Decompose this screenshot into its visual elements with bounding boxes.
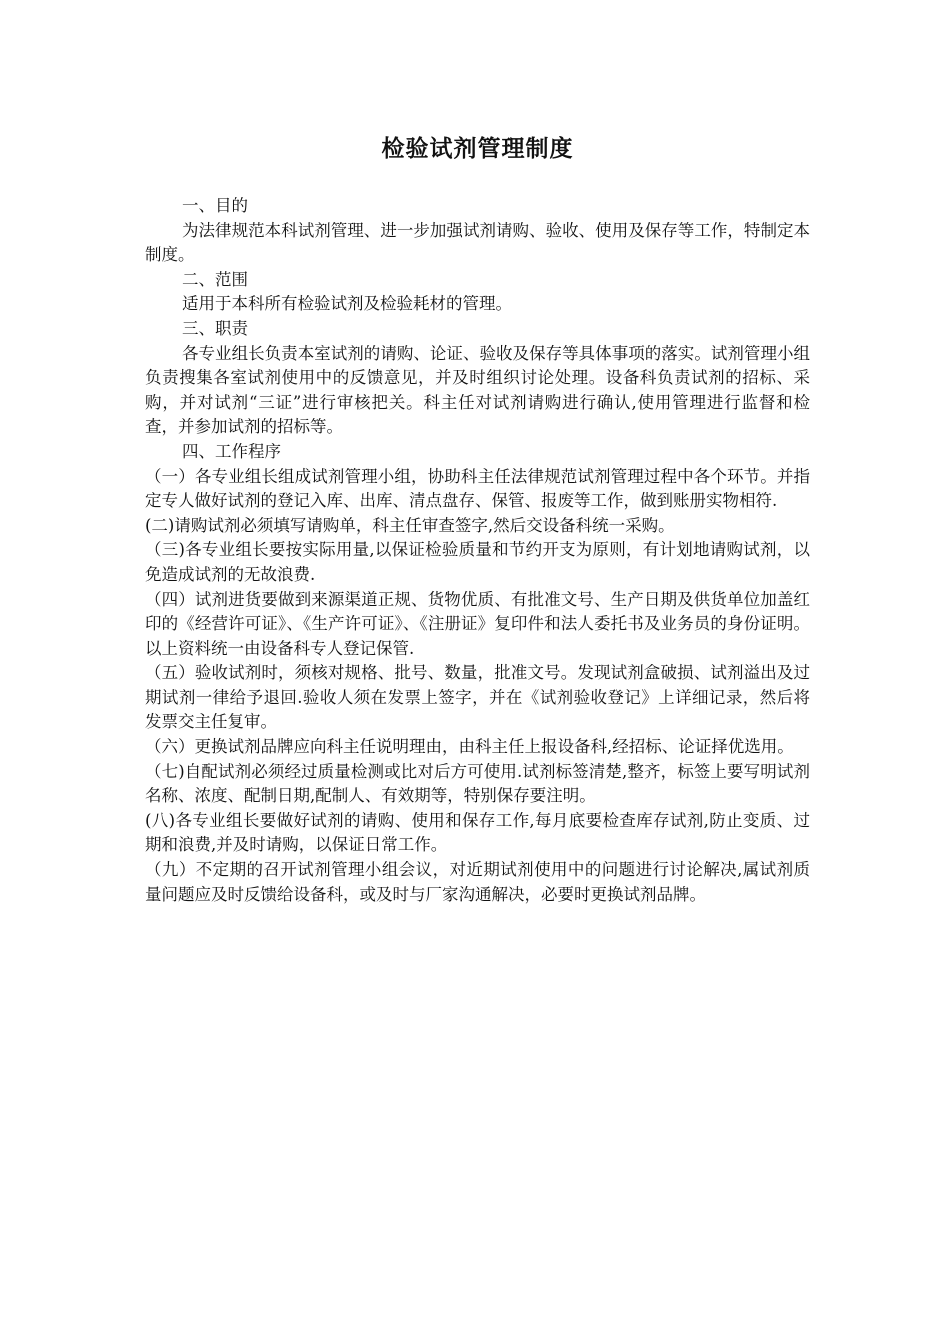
procedure-item-5: （五）验收试剂时，须核对规格、批号、数量，批准文号。发现试剂盒破损、试剂溢出及过期试剂一律给予退回.验收人须在发票上签字，并在《试剂验收登记》上详细记录，然后将发票交主任复审。 [145,663,810,732]
section-heading-purpose: 一、目的 [182,196,248,215]
document-page [145,132,810,907]
procedure-item-3: （三)各专业组长要按实际用量,以保证检验质量和节约开支为原则，有计划地请购试剂，以免造成试剂的无故浪费. [145,540,810,584]
section-heading-scope: 二、范围 [182,269,248,289]
section-heading-procedure: 四、工作程序 [182,441,281,461]
paragraph-purpose: 为法律规范本科试剂管理、进一步加强试剂请购、验收、使用及保存等工作，特制定本制度。 [145,220,810,265]
document-body [145,194,810,907]
procedure-item-2: (二)请购试剂必须填写请购单，科主任审查签字,然后交设备科统一采购。 [145,515,675,535]
procedure-item-1: （一）各专业组长组成试剂管理小组，协助科主任法律规范试剂管理过程中各个环节。并指定专人做好试剂的登记入库、出库、清点盘存、保管、报废等工作，做到账册实物相符. [145,466,810,511]
procedure-item-8: (八)各专业组长要做好试剂的请购、使用和保存工作,每月底要检查库存试剂,防止变质、过期和浪费,并及时请购，以保证日常工作。 [145,810,810,855]
procedure-item-4: （四）试剂进货要做到来源渠道正规、货物优质、有批准文号、生产日期及供货单位加盖红印的《经营许可证》、《生产许可证》、《注册证》复印件和法人委托书及业务员的身份证明。以上资料统一由设备科专人登记保管. [145,589,810,658]
document-title: 检验试剂管理制度 [381,136,574,162]
procedure-item-9: （九）不定期的召开试剂管理小组会议，对近期试剂使用中的问题进行讨论解决,属试剂质量问题应及时反馈给设备科，或及时与厂家沟通解决，必要时更换试剂品牌。 [145,860,810,904]
procedure-item-6: （六）更换试剂品牌应向科主任说明理由，由科主任上报设备科,经招标、论证择优选用。 [145,737,794,757]
procedure-item-7: （七)自配试剂必须经过质量检测或比对后方可使用.试剂标签清楚,整齐，标签上要写明试剂名称、浓度、配制日期,配制人、有效期等，特别保存要注明。 [145,761,810,806]
paragraph-scope: 适用于本科所有检验试剂及检验耗材的管理。 [182,294,512,314]
paragraph-responsibilities: 各专业组长负责本室试剂的请购、论证、验收及保存等具体事项的落实。试剂管理小组负责搜集各室试剂使用中的反馈意见，并及时组织讨论处理。设备科负责试剂的招标、采购，并对试剂“三证”进行审核把关。科主任对试剂请购进行确认,使用管理进行监督和检查，并参加试剂的招标等。 [145,343,810,437]
section-heading-responsibilities: 三、职责 [182,318,248,338]
